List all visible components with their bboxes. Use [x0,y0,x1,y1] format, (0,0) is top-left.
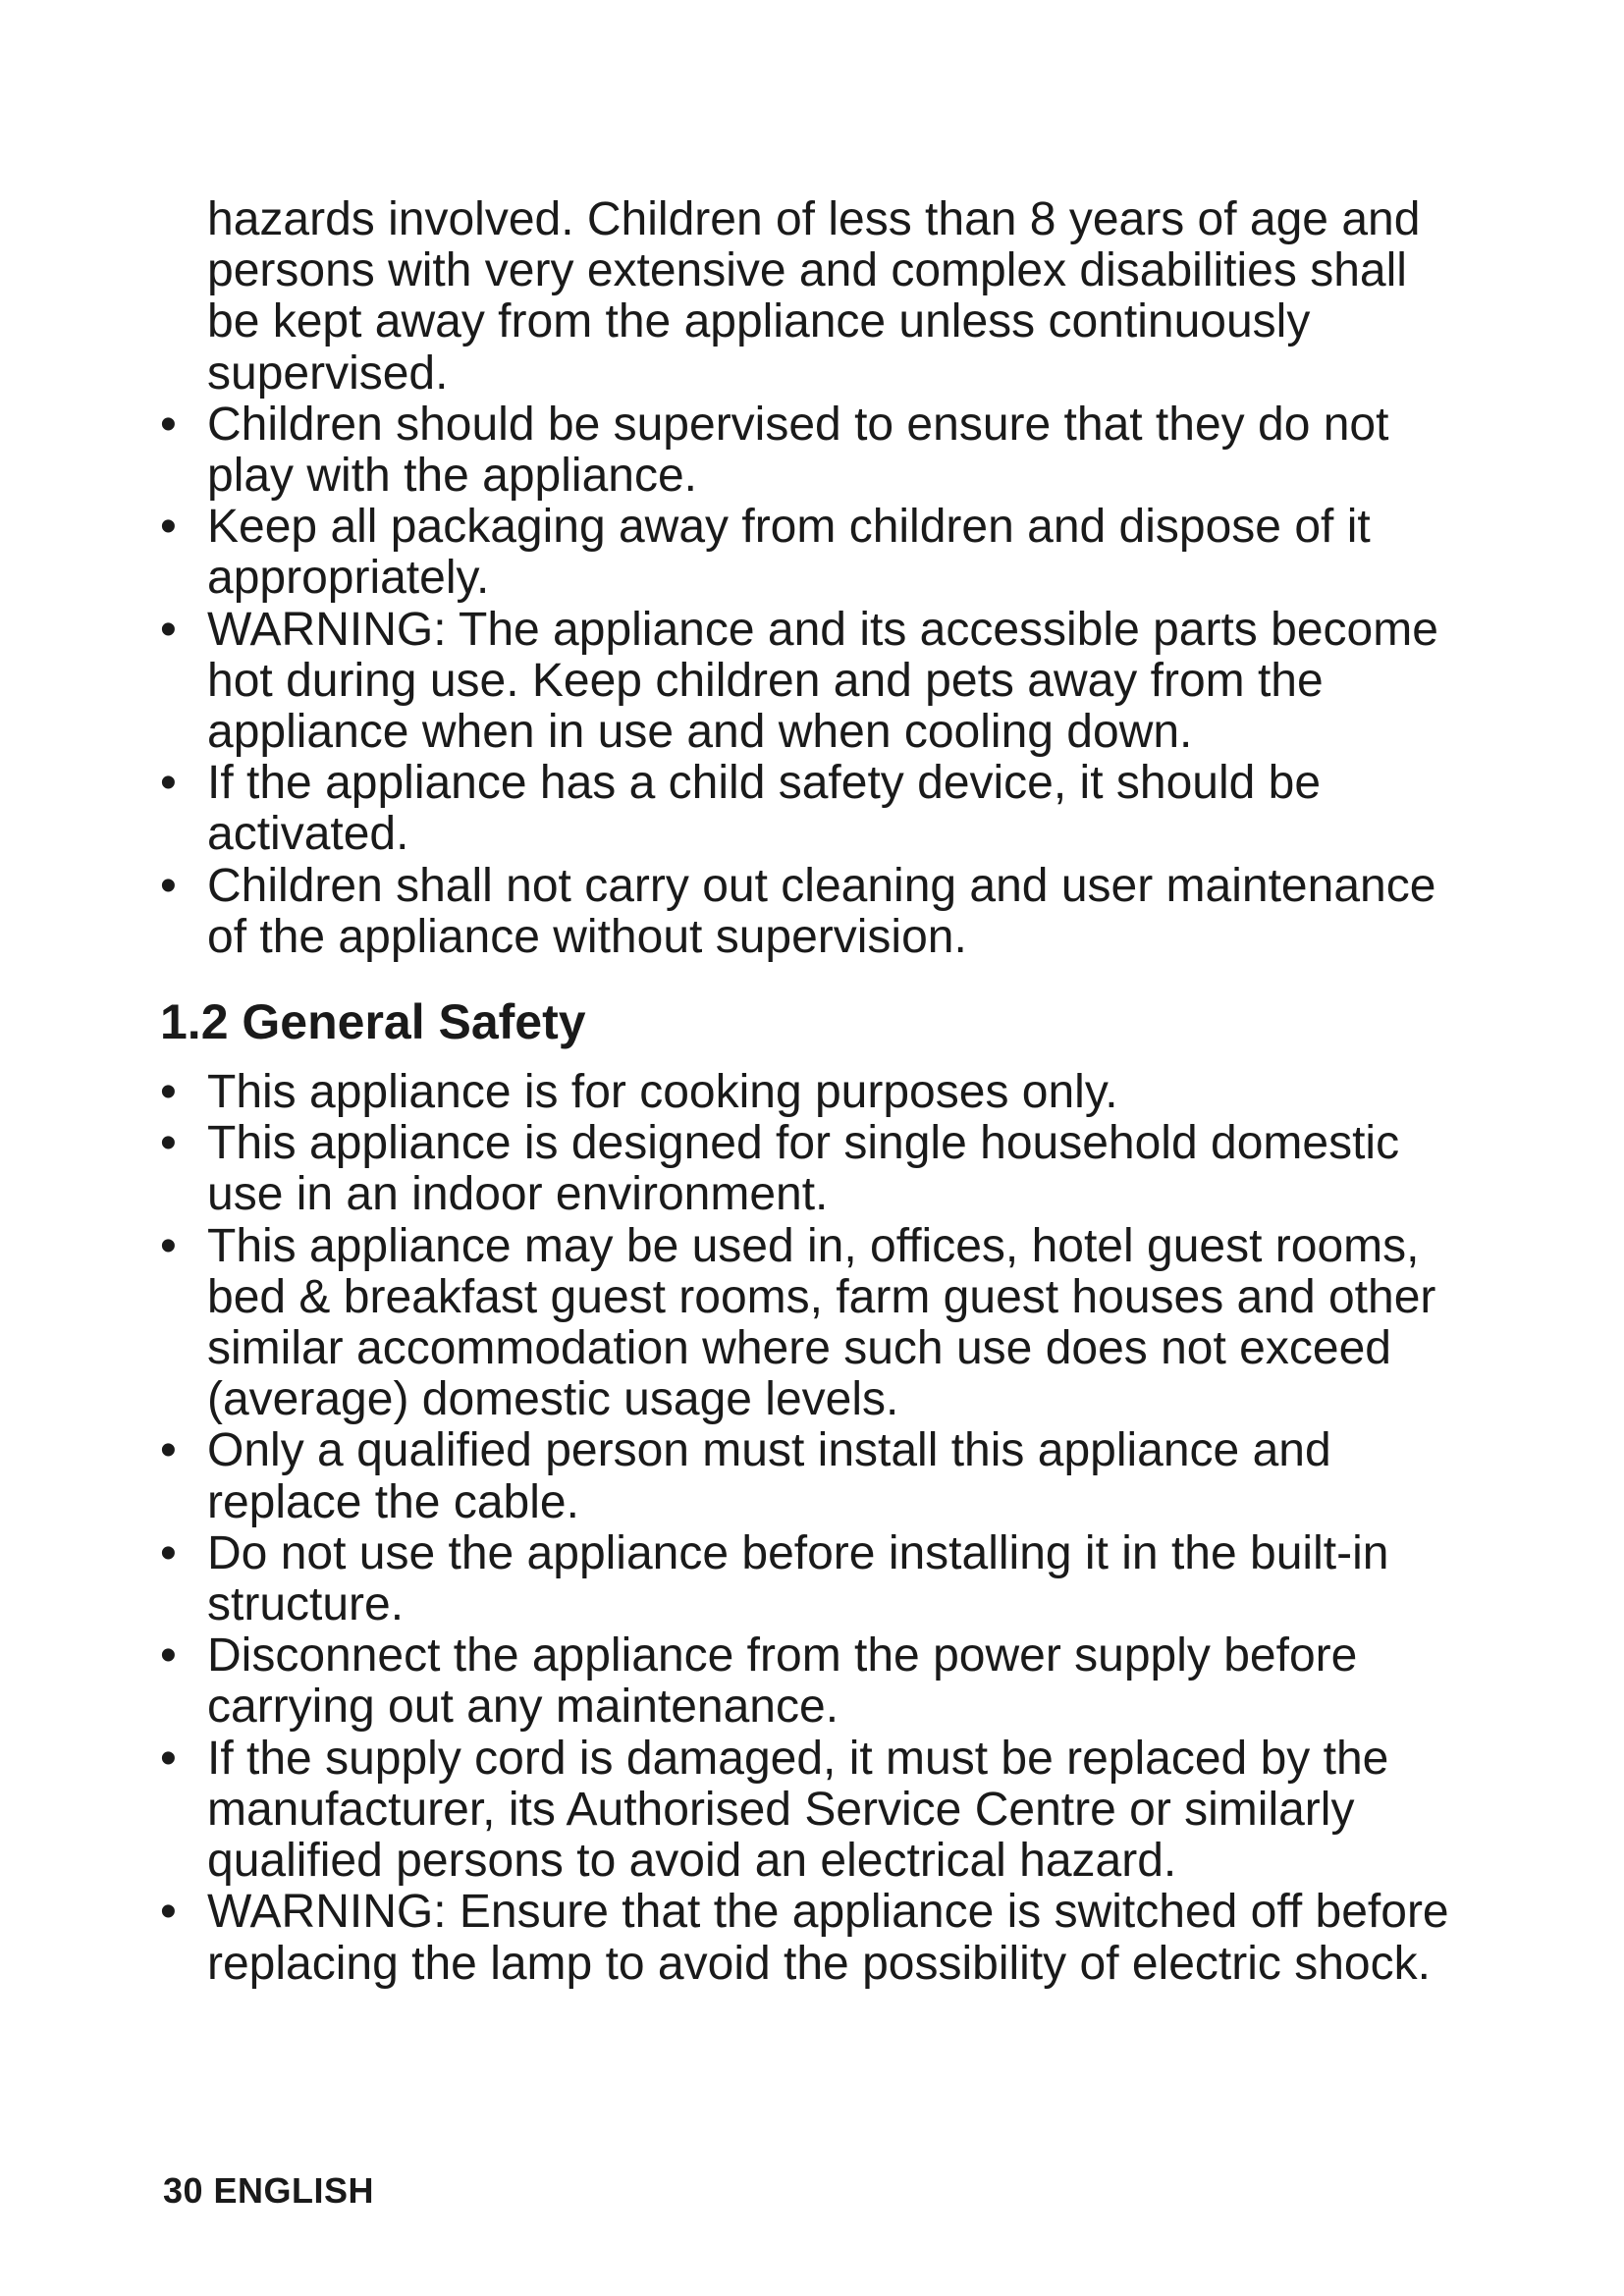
list-item: • WARNING: Ensure that the appliance is switched off before replacing the lamp to avoid the possibility of electric shock. [160,1887,1466,1989]
children-safety-list [160,400,1466,963]
section-title: 1.2 General Safety [160,994,586,1050]
list-item: • This appliance may be used in, offices, hotel guest rooms, bed & breakfast guest rooms, farm guest houses and other similar accommodation where such use does not exceed (average) domestic usage levels. [160,1221,1466,1426]
page-content [160,194,1466,1990]
list-item: • Disconnect the appliance from the power supply before carrying out any maintenance. [160,1630,1466,1733]
list-item: • This appliance is for cooking purposes only. [160,1067,1466,1118]
list-item: • WARNING: The appliance and its accessible parts become hot during use. Keep children and pets away from the appliance when in use and when cooling down. [160,605,1466,759]
list-item: • If the appliance has a child safety device, it should be activated. [160,758,1466,860]
list-item: • If the supply cord is damaged, it must be replaced by the manufacturer, its Authorised Service Centre or similarly qualified persons to avoid an electrical hazard. [160,1734,1466,1888]
list-item: • Keep all packaging away from children and dispose of it appropriately. [160,502,1466,604]
list-item: • Children should be supervised to ensure that they do not play with the appliance. [160,400,1466,502]
list-item: • Children shall not carry out cleaning and user maintenance of the appliance without supervision. [160,861,1466,963]
continuation-paragraph: hazards involved. Children of less than 8 years of age and persons with very extensive and complex disabilities shall be kept away from the appliance unless continuously supervised. [207,193,1421,400]
list-item: • Only a qualified person must install this appliance and replace the cable. [160,1425,1466,1527]
list-item: • Do not use the appliance before installing it in the built-in structure. [160,1528,1466,1630]
general-safety-list [160,1067,1466,1990]
page-footer: 30 ENGLISH [163,2170,375,2211]
list-item: • This appliance is designed for single household domestic use in an indoor environment. [160,1118,1466,1220]
